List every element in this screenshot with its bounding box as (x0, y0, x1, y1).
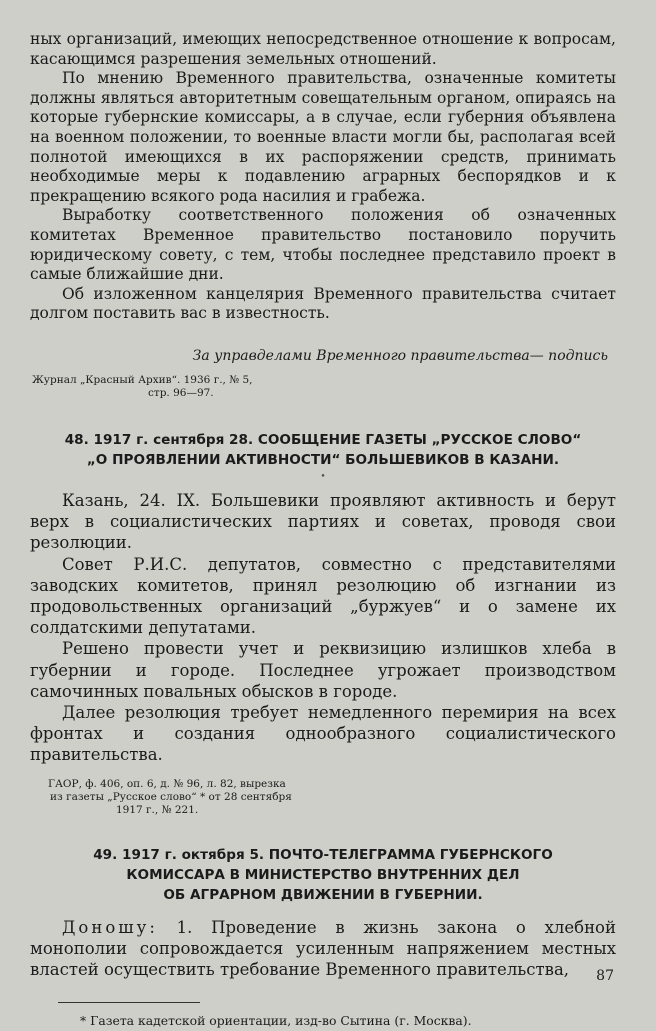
heading-line: КОМИССАРА В МИНИСТЕРСТВО ВНУТРЕННИХ ДЕЛ (126, 866, 520, 883)
paragraph: Казань, 24. IX. Большевики проявляют активность и берут верх в социалистических партиях и советах, проводя свои резолюции. (30, 490, 616, 553)
separator-dot: • (320, 471, 326, 482)
paragraph: По мнению Временного правительства, означенные комитеты должны являться авторитетным совещательным органом, опираясь на которые губернские комиссары, а в случае, если губерния объявлена на военном положении, то военные власти могли бы, располагая всей полнотой имеющихся в их распоряжении средств, принимать необходимые меры к подавлению аграрных беспорядков и к прекращению всякого рода насилия и грабежа. (30, 69, 616, 205)
source-line: ГАОР, ф. 406, оп. 6, д. № 96, л. 82, вырезка (48, 777, 286, 790)
source-line: 1917 г., № 221. (116, 803, 199, 816)
signature-line: За управделами Временного правительства— подпись (192, 347, 608, 364)
footnote-rule (58, 1002, 200, 1003)
source-line: Журнал „Красный Архив“. 1936 г., № 5, (32, 373, 253, 386)
lead-word: Доношу: (62, 917, 158, 937)
source-citation (48, 778, 616, 817)
paragraph: Совет Р.И.С. депутатов, совместно с представителями заводских комитетов, принял резолюцию об изгнании из продовольственных организаций „буржуев“ и о замене их солдатскими депутатами. (30, 554, 616, 638)
source-line: стр. 96—97. (148, 386, 214, 399)
footnote: * Газета кадетской ориентации, изд-во Сытина (г. Москва). (80, 1013, 472, 1029)
paragraph: Далее резолюция требует немедленного перемирия на всех фронтах и создания однообразного социалистического правительства. (30, 702, 616, 765)
document-heading (30, 430, 616, 470)
paragraph: Выработку соответственного положения об означенных комитетах Временное правительство постановило поручить юридическому совету, с тем, чтобы последнее представило проект в самые ближайшие дни. (30, 206, 616, 284)
heading-line: „О ПРОЯВЛЕНИИ АКТИВНОСТИ“ БОЛЬШЕВИКОВ В КАЗАНИ. (86, 451, 560, 468)
heading-line: 49. 1917 г. октября 5. ПОЧТО-ТЕЛЕГРАММА ГУБЕРНСКОГО (93, 846, 553, 863)
paragraph-text: 1. Проведение в жизнь закона о хлебной монополии сопровождается усиленным напряжением местных властей осуществить требование Временного правительства, (30, 917, 616, 979)
paragraph: Решено провести учет и реквизицию излишков хлеба в губернии и городе. Последнее угрожает производством самочинных повальных обысков в городе. (30, 639, 616, 701)
source-citation (32, 374, 616, 400)
page-number: 87 (596, 968, 614, 984)
document-heading (30, 845, 616, 905)
heading-line: ОБ АГРАРНОМ ДВИЖЕНИИ В ГУБЕРНИИ. (163, 886, 483, 903)
paragraph: Об изложенном канцелярия Временного правительства считает долгом поставить вас в известность. (30, 284, 616, 323)
heading-line: 48. 1917 г. сентября 28. СООБЩЕНИЕ ГАЗЕТЫ „РУССКОЕ СЛОВО“ (64, 431, 582, 448)
paragraph-continued: ных организаций, имеющих непосредственное отношение к вопросам, касающимся разрешения земельных отношений. (30, 30, 616, 68)
source-line: из газеты „Русское слово“ * от 28 сентября (50, 790, 292, 803)
paragraph (30, 917, 616, 981)
